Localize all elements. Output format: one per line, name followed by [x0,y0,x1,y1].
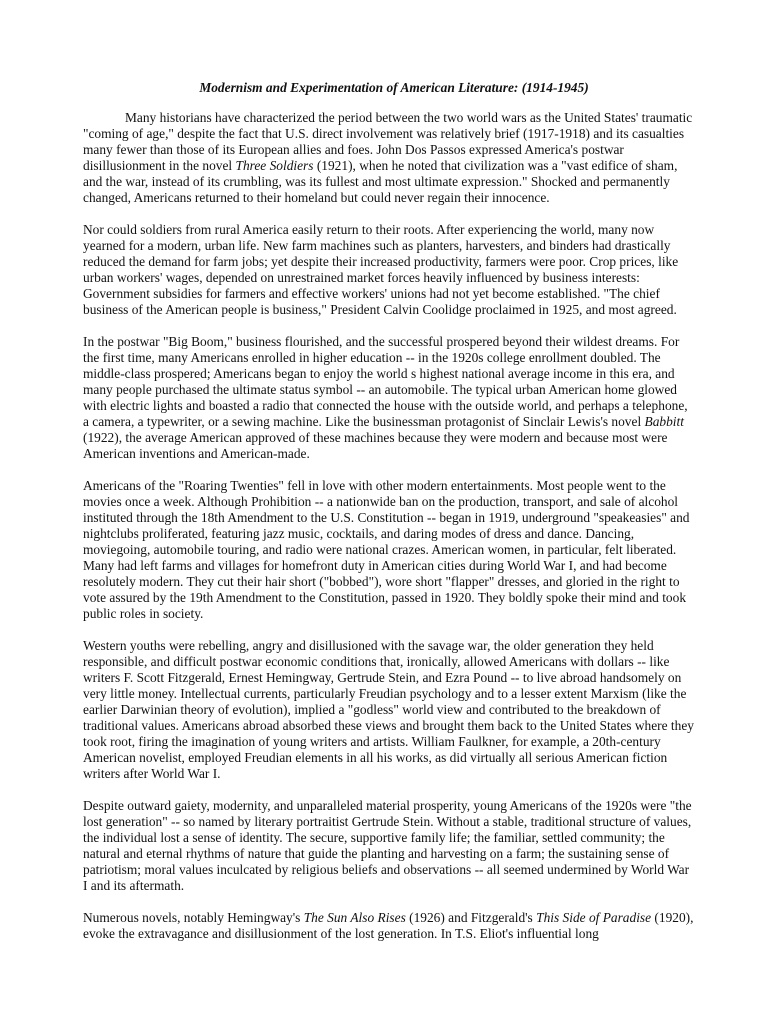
paragraph-text: Numerous novels, notably Hemingway's [83,910,304,925]
paragraph-text: Despite outward gaiety, modernity, and unparalleled material prosperity, young Americans of the 1920s were "the lost generation" -- so named by literary portraitist Gertrude Stein. Without a stable, traditional structure of values, the individual lost a sense of identity. The secure, supportive family life; the familiar, settled community; the natural and eternal rhythms of nature that guide the planting and harvesting on a farm; the sustaining sense of patriotism; moral values inculcated by religious beliefs and observations -- all seemed undermined by World War I and its aftermath. [83,798,692,893]
paragraph-text: Many historians have characterized the period between the two world wars as the United States' traumatic "coming of age," despite the fact that U.S. direct involvement was relatively brief (1917-1918) and its casualties many fewer than those of its European allies and foes. John Dos Passos expressed America's postwar disillusionment in the novel [83,110,693,173]
document-title: Modernism and Experimentation of American Literature: (1914-1945) [199,80,589,95]
paragraph-2 [83,222,695,318]
document-body [83,80,695,958]
book-title: Three Soldiers [235,158,314,173]
paragraph-text: (1922), the average American approved of these machines because they were modern and because most were American inventions and American-made. [83,430,668,461]
paragraph-text: Western youths were rebelling, angry and disillusioned with the savage war, the older generation they held responsible, and difficult postwar economic conditions that, ironically, allowed Americans with dollars -- like writers F. Scott Fitzgerald, Ernest Hemingway, Gertrude Stein, and Ezra Pound -- to live abroad handsomely on very little money. Intellectual currents, particularly Freudian psychology and to a lesser extent Marxism (like the earlier Darwinian theory of evolution), implied a "godless" world view and contributed to the breakdown of traditional values. Americans abroad absorbed these views and brought them back to the United States where they took root, firing the imagination of young writers and artists. William Faulkner, for example, a 20th-century American novelist, employed Freudian elements in all his works, as did virtually all serious American fiction writers after World War I. [83,638,694,781]
paragraph-1 [83,110,695,206]
paragraph-3 [83,334,695,462]
paragraph-6 [83,798,695,894]
paragraph-text: Nor could soldiers from rural America easily return to their roots. After experiencing the world, many now yearned for a modern, urban life. New farm machines such as planters, harvesters, and binders had drastically reduced the demand for farm jobs; yet despite their increased productivity, farmers were poor. Crop prices, like urban workers' wages, depended on unrestrained market forces heavily influenced by business interests: Government subsidies for farmers and effective workers' unions had not yet become established. "The chief business of the American people is business," President Calvin Coolidge proclaimed in 1925, and most agreed. [83,222,679,317]
paragraph-text: Americans of the "Roaring Twenties" fell in love with other modern entertainments. Most people went to the movies once a week. Although Prohibition -- a nationwide ban on the production, transport, and sale of alcohol instituted through the 18th Amendment to the U.S. Constitution -- began in 1919, underground "speakeasies" and nightclubs proliferated, featuring jazz music, cocktails, and daring modes of dress and dance. Dancing, moviegoing, automobile touring, and radio were national crazes. American women, in particular, felt liberated. Many had left farms and villages for homefront duty in American cities during World War I, and had become resolutely modern. They cut their hair short ("bobbed"), wore short "flapper" dresses, and gloried in the right to vote assured by the 19th Amendment to the Constitution, passed in 1920. They boldly spoke their mind and took public roles in society. [83,478,690,621]
paragraph-text: (1920), evoke the extravagance and disillusionment of the lost generation. In T.S. Eliot's influential long [83,910,694,941]
paragraph-7 [83,910,695,942]
paragraph-text: (1921), when he noted that civilization was a "vast edifice of sham, and the war, instead of its crumbling, was its fullest and most ultimate expression." Shocked and permanently changed, Americans returned to their homeland but could never regain their innocence. [83,158,678,205]
book-title: Babbitt [644,414,684,429]
book-title: This Side of Paradise [536,910,652,925]
book-title: The Sun Also Rises [303,910,406,925]
paragraph-text: (1926) and Fitzgerald's [405,910,537,925]
paragraph-text: In the postwar "Big Boom," business flourished, and the successful prospered beyond their wildest dreams. For the first time, many Americans enrolled in higher education -- in the 1920s college enrollment doubled. The middle-class prospered; Americans began to enjoy the world s highest national average income in this era, and many people purchased the ultimate status symbol -- an automobile. The typical urban American home glowed with electric lights and boasted a radio that connected the house with the outside world, and perhaps a telephone, a camera, a typewriter, or a sewing machine. Like the businessman protagonist of Sinclair Lewis's novel [83,334,688,429]
paragraph-4 [83,478,695,622]
paragraph-5 [83,638,695,782]
